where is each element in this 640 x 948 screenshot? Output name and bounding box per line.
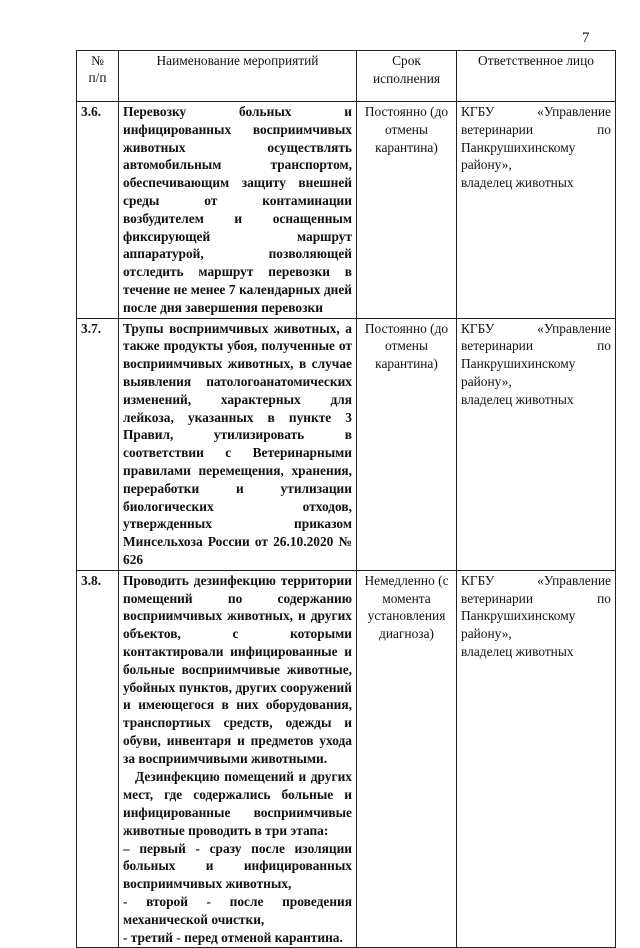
header-term: Срок исполнения bbox=[357, 51, 457, 102]
responsible-org: КГБУ «Управление ветеринарии по Панкрушихинскому району», bbox=[461, 104, 611, 173]
row-number: 3.6. bbox=[77, 102, 119, 319]
responsible-org: КГБУ «Управление ветеринарии по Панкрушихинскому району», bbox=[461, 572, 611, 642]
header-number bbox=[77, 51, 119, 102]
stage-2-text: - второй - после проведения механической очистки, bbox=[123, 894, 352, 927]
row-description bbox=[119, 318, 357, 570]
stage-1-text: – первый - сразу после изоляции больных и инфицированных восприимчивых животных, bbox=[123, 840, 352, 892]
description-text: Перевозку больных и инфицированных восприимчивых животных осуществлять автомобильным транспортом, обеспечивающим защиту внешней среды от контаминации возбудителем и оснащенным фиксирующей маршрут аппаратурой, позволяющей отследить маршрут перевозки в течение не менее 7 календарных дней после дня завершения перевозки bbox=[123, 104, 352, 315]
description-text: Проводить дезинфекцию территории помещений по содержанию восприимчивых животных, и других объектов, с которыми контактировали инфицированные и больные восприимчивые животные, убойных пунктов, других сооружений и имеющегося в них оборудования, транспортных средств, одежды и обуви, инвентаря и предметов ухода за восприимчивыми животными. bbox=[123, 572, 352, 766]
row-term: Постоянно (до отмены карантина) bbox=[357, 102, 457, 319]
row-term: Постоянно (до отмены карантина) bbox=[357, 318, 457, 570]
row-number: 3.7. bbox=[77, 318, 119, 570]
row-description bbox=[119, 570, 357, 948]
description-paragraph-2: Дезинфекцию помещений и других мест, где содержались больные и инфицированные восприимчивые животные проводить в три этапа: bbox=[123, 769, 352, 838]
responsible-owner: владелец животных bbox=[461, 643, 574, 659]
table-header-row bbox=[77, 51, 616, 102]
header-number-sign: № bbox=[91, 53, 104, 68]
row-term: Немедленно (с момента установления диагноза) bbox=[357, 570, 457, 948]
table-row bbox=[77, 570, 616, 948]
responsible-owner: владелец животных bbox=[461, 391, 574, 407]
row-number: 3.8. bbox=[77, 570, 119, 948]
measures-table bbox=[76, 50, 616, 948]
row-responsible bbox=[457, 318, 616, 570]
description-text: Трупы восприимчивых животных, а также продукты убоя, полученные от восприимчивых животных, в случае выявления патологоанатомических изменений, характерных для лейкоза, указанных в пункте 3 Правил, утилизировать в соответствии с Ветеринарными правилами перемещения, хранения, переработки и утилизации биологических отходов, утвержденных приказом Минсельхоза России от 26.10.2020 № 626 bbox=[123, 320, 352, 567]
page-number: 7 bbox=[582, 30, 590, 46]
header-name: Наименование мероприятий bbox=[119, 51, 357, 102]
stage-3-text: - третий - перед отменой карантина. bbox=[123, 929, 343, 945]
row-responsible bbox=[457, 102, 616, 319]
table-row bbox=[77, 318, 616, 570]
header-number-pp: п/п bbox=[88, 70, 107, 85]
responsible-owner: владелец животных bbox=[461, 175, 574, 191]
row-responsible bbox=[457, 570, 616, 948]
responsible-org: КГБУ «Управление ветеринарии по Панкрушихинскому району», bbox=[461, 320, 611, 389]
row-description bbox=[119, 102, 357, 319]
header-responsible: Ответственное лицо bbox=[457, 51, 616, 102]
table-row bbox=[77, 102, 616, 319]
